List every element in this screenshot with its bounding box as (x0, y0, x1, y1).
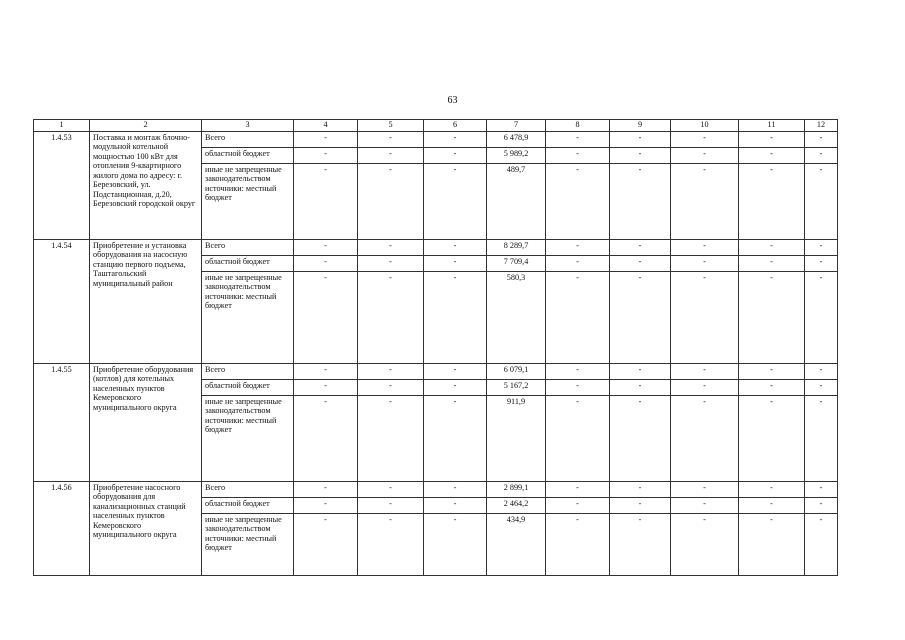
value-cell: - (358, 256, 424, 272)
value-cell: - (671, 396, 739, 482)
funding-source: Всего (202, 240, 294, 256)
value-cell: - (671, 364, 739, 380)
value-cell: - (424, 482, 487, 498)
amount-cell: 2 899,1 (487, 482, 546, 498)
value-cell: - (805, 482, 838, 498)
value-cell: - (805, 514, 838, 576)
value-cell: - (739, 364, 805, 380)
value-cell: - (610, 396, 671, 482)
value-cell: - (739, 164, 805, 240)
amount-cell: 6 478,9 (487, 132, 546, 148)
amount-cell: 580,3 (487, 272, 546, 364)
value-cell: - (294, 364, 358, 380)
item-number: 1.4.53 (34, 132, 90, 240)
column-header: 5 (358, 120, 424, 132)
item-number: 1.4.55 (34, 364, 90, 482)
column-header: 6 (424, 120, 487, 132)
value-cell: - (610, 164, 671, 240)
value-cell: - (805, 132, 838, 148)
column-header: 1 (34, 120, 90, 132)
value-cell: - (294, 498, 358, 514)
value-cell: - (294, 148, 358, 164)
value-cell: - (739, 132, 805, 148)
value-cell: - (671, 498, 739, 514)
value-cell: - (546, 380, 610, 396)
funding-source: областной бюджет (202, 148, 294, 164)
value-cell: - (358, 148, 424, 164)
value-cell: - (739, 498, 805, 514)
amount-cell: 489,7 (487, 164, 546, 240)
column-header: 8 (546, 120, 610, 132)
funding-source: иные не запрещенные законодательством источники: местный бюджет (202, 164, 294, 240)
value-cell: - (424, 240, 487, 256)
column-header: 11 (739, 120, 805, 132)
value-cell: - (294, 272, 358, 364)
funding-source: иные не запрещенные законодательством источники: местный бюджет (202, 514, 294, 576)
value-cell: - (610, 240, 671, 256)
value-cell: - (294, 164, 358, 240)
value-cell: - (610, 148, 671, 164)
value-cell: - (610, 380, 671, 396)
value-cell: - (294, 240, 358, 256)
value-cell: - (546, 132, 610, 148)
page-number: 63 (447, 95, 458, 106)
item-name: Приобретение насосного оборудования для канализационных станций населенных пунктов Кемеровского муниципального округа (90, 482, 202, 576)
table-row (34, 364, 838, 380)
table-row (34, 482, 838, 498)
value-cell: - (424, 148, 487, 164)
column-header: 2 (90, 120, 202, 132)
value-cell: - (424, 256, 487, 272)
value-cell: - (671, 514, 739, 576)
funding-source: иные не запрещенные законодательством источники: местный бюджет (202, 396, 294, 482)
funding-source: областной бюджет (202, 498, 294, 514)
value-cell: - (739, 380, 805, 396)
funding-source: Всего (202, 482, 294, 498)
value-cell: - (546, 148, 610, 164)
value-cell: - (671, 380, 739, 396)
value-cell: - (358, 364, 424, 380)
column-header: 3 (202, 120, 294, 132)
value-cell: - (805, 164, 838, 240)
value-cell: - (805, 498, 838, 514)
value-cell: - (739, 256, 805, 272)
amount-cell: 2 464,2 (487, 498, 546, 514)
value-cell: - (358, 396, 424, 482)
funding-source: областной бюджет (202, 256, 294, 272)
value-cell: - (546, 256, 610, 272)
value-cell: - (358, 514, 424, 576)
column-header: 10 (671, 120, 739, 132)
value-cell: - (294, 482, 358, 498)
funding-source: Всего (202, 132, 294, 148)
value-cell: - (805, 272, 838, 364)
value-cell: - (358, 272, 424, 364)
column-number-row (34, 120, 838, 132)
value-cell: - (424, 380, 487, 396)
value-cell: - (424, 132, 487, 148)
value-cell: - (358, 240, 424, 256)
value-cell: - (294, 132, 358, 148)
value-cell: - (610, 272, 671, 364)
value-cell: - (671, 272, 739, 364)
amount-cell: 5 167,2 (487, 380, 546, 396)
value-cell: - (739, 272, 805, 364)
table-row (34, 132, 838, 148)
item-name: Приобретение и установка оборудования на насосную станцию первого подъема, Таштагольский муниципальный район (90, 240, 202, 364)
funding-source: Всего (202, 364, 294, 380)
item-number: 1.4.56 (34, 482, 90, 576)
value-cell: - (805, 240, 838, 256)
value-cell: - (805, 256, 838, 272)
table-body (34, 132, 838, 576)
amount-cell: 911,9 (487, 396, 546, 482)
value-cell: - (424, 396, 487, 482)
value-cell: - (358, 164, 424, 240)
column-header: 9 (610, 120, 671, 132)
value-cell: - (424, 272, 487, 364)
value-cell: - (294, 380, 358, 396)
value-cell: - (546, 364, 610, 380)
value-cell: - (546, 482, 610, 498)
value-cell: - (739, 396, 805, 482)
amount-cell: 8 289,7 (487, 240, 546, 256)
value-cell: - (671, 132, 739, 148)
value-cell: - (805, 396, 838, 482)
value-cell: - (424, 498, 487, 514)
column-header: 4 (294, 120, 358, 132)
table-row (34, 240, 838, 256)
value-cell: - (424, 164, 487, 240)
value-cell: - (739, 514, 805, 576)
value-cell: - (739, 240, 805, 256)
value-cell: - (610, 514, 671, 576)
amount-cell: 6 079,1 (487, 364, 546, 380)
amount-cell: 7 709,4 (487, 256, 546, 272)
amount-cell: 5 989,2 (487, 148, 546, 164)
value-cell: - (805, 380, 838, 396)
column-header: 12 (805, 120, 838, 132)
budget-table (33, 119, 838, 576)
value-cell: - (671, 256, 739, 272)
item-name: Приобретение оборудования (котлов) для котельных населенных пунктов Кемеровского муниципального округа (90, 364, 202, 482)
funding-source: областной бюджет (202, 380, 294, 396)
value-cell: - (294, 514, 358, 576)
value-cell: - (739, 148, 805, 164)
value-cell: - (610, 498, 671, 514)
item-number: 1.4.54 (34, 240, 90, 364)
value-cell: - (805, 148, 838, 164)
value-cell: - (671, 482, 739, 498)
funding-source: иные не запрещенные законодательством источники: местный бюджет (202, 272, 294, 364)
value-cell: - (546, 498, 610, 514)
value-cell: - (546, 396, 610, 482)
value-cell: - (610, 482, 671, 498)
value-cell: - (739, 482, 805, 498)
value-cell: - (424, 514, 487, 576)
value-cell: - (805, 364, 838, 380)
value-cell: - (610, 364, 671, 380)
column-header: 7 (487, 120, 546, 132)
value-cell: - (294, 396, 358, 482)
amount-cell: 434,9 (487, 514, 546, 576)
value-cell: - (424, 364, 487, 380)
value-cell: - (610, 256, 671, 272)
value-cell: - (358, 380, 424, 396)
value-cell: - (671, 164, 739, 240)
item-name: Поставка и монтаж блочно-модульной котельной мощностью 100 кВт для отопления 9-квартирного жилого дома по адресу: г. Березовский, ул. Подстанционная, д.20, Березовский городской округ (90, 132, 202, 240)
value-cell: - (358, 482, 424, 498)
value-cell: - (358, 498, 424, 514)
value-cell: - (546, 514, 610, 576)
value-cell: - (546, 272, 610, 364)
value-cell: - (546, 240, 610, 256)
value-cell: - (610, 132, 671, 148)
value-cell: - (358, 132, 424, 148)
value-cell: - (546, 164, 610, 240)
value-cell: - (671, 240, 739, 256)
value-cell: - (294, 256, 358, 272)
value-cell: - (671, 148, 739, 164)
